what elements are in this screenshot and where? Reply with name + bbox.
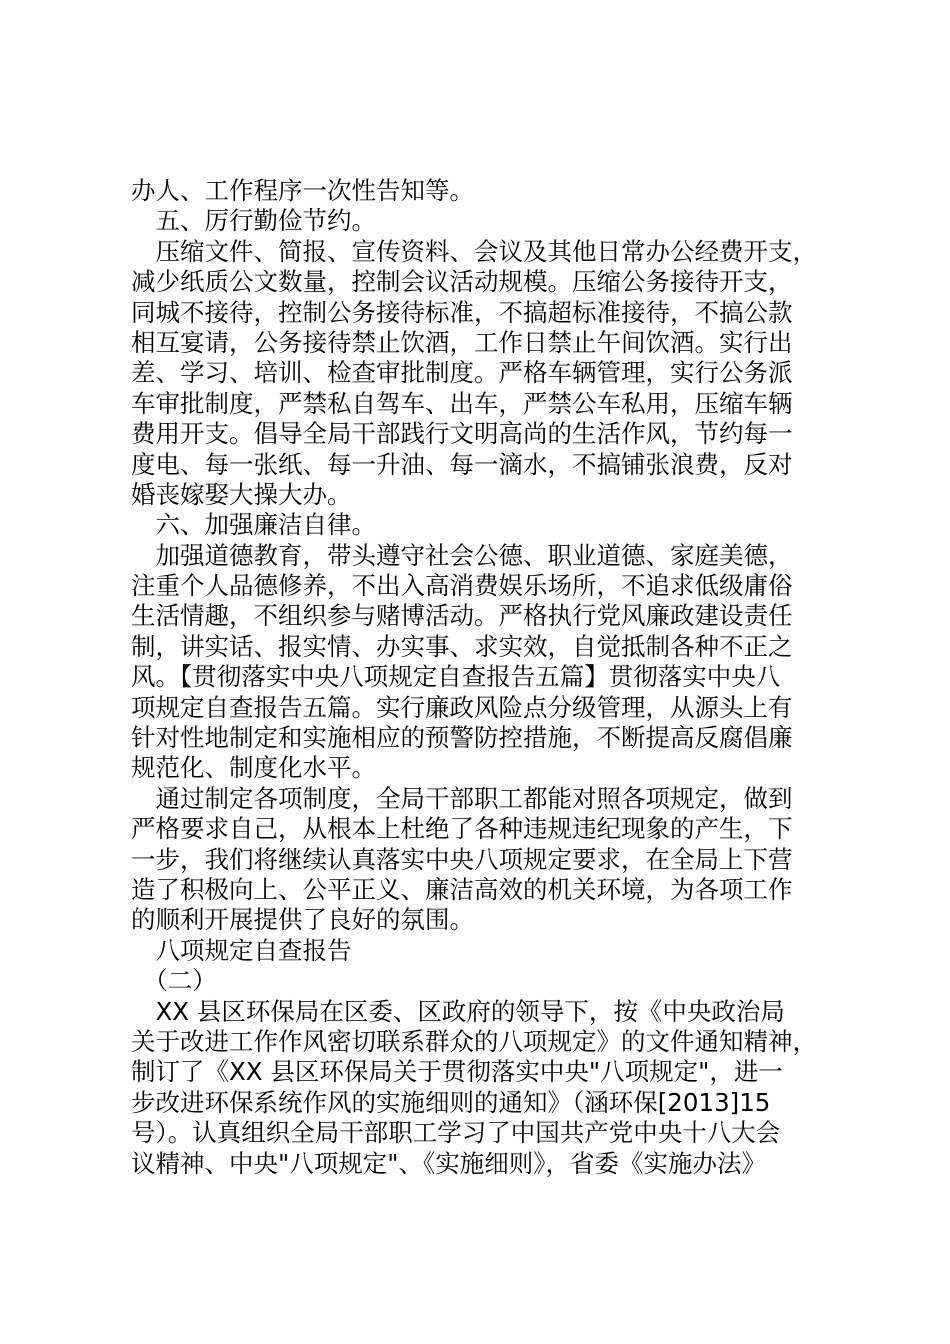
text-line: 度电、每一张纸、每一升油、每一滴水，不搞铺张浪费，反对 <box>131 449 793 479</box>
text-line: 风。【贯彻落实中央八项规定自查报告五篇】贯彻落实中央八 <box>131 662 781 692</box>
report-number: （二） <box>131 966 217 996</box>
text-line: 的顺利开展提供了良好的氛围。 <box>131 905 474 935</box>
text-line: 费用开支。倡导全局干部践行文明高尚的生活作风，节约每一 <box>131 419 793 449</box>
text-line: 关于改进工作作风密切联系群众的八项规定》的文件通知精神， <box>131 1026 817 1056</box>
text-line: 规范化、制度化水平。 <box>131 753 376 783</box>
document-body <box>131 176 831 1179</box>
report-title: 八项规定自查报告 <box>131 935 352 965</box>
text-line: 差、学习、培训、检查审批制度。严格车辆管理，实行公务派 <box>131 358 793 388</box>
text-line: 减少纸质公文数量，控制会议活动规模。压缩公务接待开支， <box>131 267 793 297</box>
text-line: 议精神、中央"八项规定"、《实施细则》，省委《实施办法》 <box>131 1148 767 1178</box>
text-line: 制订了《XX 县区环保局关于贯彻落实中央"八项规定"，进一 <box>131 1057 783 1087</box>
text-line: 项规定自查报告五篇。实行廉政风险点分级管理，从源头上有 <box>131 692 793 722</box>
text-line: 一步，我们将继续认真落实中央八项规定要求，在全局上下营 <box>131 844 793 874</box>
text-line: 同城不接待，控制公务接待标准，不搞超标准接待，不搞公款 <box>131 297 793 327</box>
section-heading: 六、加强廉洁自律。 <box>131 510 376 540</box>
text-line: 制，讲实话、报实情、办实事、求实效，自觉抵制各种不正之 <box>131 631 793 661</box>
text-line: 婚丧嫁娶大操大办。 <box>131 479 352 509</box>
text-line: 车审批制度，严禁私自驾车、出车，严禁公车私用，压缩车辆 <box>131 388 793 418</box>
text-line: 压缩文件、简报、宣传资料、会议及其他日常办公经费开支， <box>131 236 817 266</box>
text-line: 造了积极向上、公平正义、廉洁高效的机关环境，为各项工作 <box>131 874 793 904</box>
text-line: 号）。认真组织全局干部职工学习了中国共产党中央十八大会 <box>131 1118 781 1148</box>
text-line: 加强道德教育，带头遵守社会公德、职业道德、家庭美德， <box>131 540 793 570</box>
text-line: 相互宴请，公务接待禁止饮酒，工作日禁止午间饮酒。实行出 <box>131 327 793 357</box>
text-line: XX 县区环保局在区委、区政府的领导下，按《中央政治局 <box>131 996 785 1026</box>
text-line: 步改进环保系统作风的实施细则的通知》（涵环保[2013]15 <box>131 1087 771 1117</box>
text-line: 注重个人品德修养，不出入高消费娱乐场所，不追求低级庸俗 <box>131 571 793 601</box>
text-line: 办人、工作程序一次性告知等。 <box>131 176 474 205</box>
section-heading: 五、厉行勤俭节约。 <box>131 206 376 236</box>
text-line: 生活情趣，不组织参与赌博活动。严格执行党风廉政建设责任 <box>131 601 793 631</box>
text-line: 严格要求自己，从根本上杜绝了各种违规违纪现象的产生，下 <box>131 814 793 844</box>
text-line: 针对性地制定和实施相应的预警防控措施，不断提高反腐倡廉 <box>131 723 793 753</box>
text-line: 通过制定各项制度，全局干部职工都能对照各项规定，做到 <box>131 783 793 813</box>
